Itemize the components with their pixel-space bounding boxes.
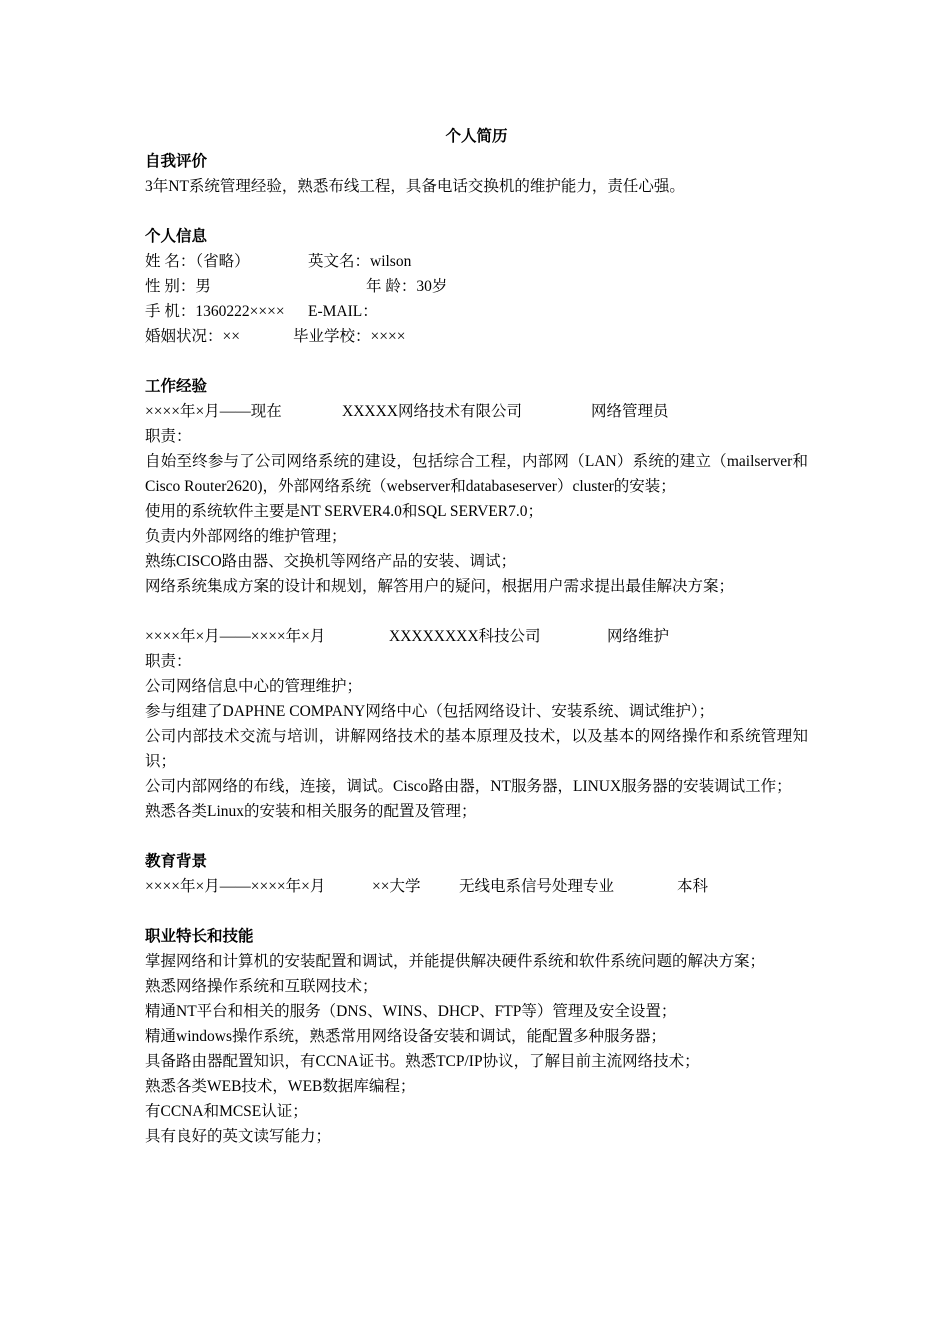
- job2-company: XXXXXXXX科技公司: [389, 628, 541, 645]
- skill-item: 掌握网络和计算机的安装配置和调试，并能提供解决硬件系统和软件系统问题的解决方案；: [145, 953, 766, 970]
- skill-item: 具备路由器配置知识，有CCNA证书。熟悉TCP/IP协议，了解目前主流网络技术；: [145, 1053, 700, 1070]
- job2-duty: 公司内部网络的布线，连接，调试。Cisco路由器，NT服务器，LINUX服务器的安装调试工作；: [145, 778, 792, 795]
- work-heading: 工作经验: [145, 378, 208, 395]
- education-school: ××大学: [372, 878, 421, 895]
- skill-item: 熟悉各类WEB技术，WEB数据库编程；: [145, 1078, 416, 1095]
- spacer: [145, 824, 808, 849]
- job2-header: [145, 624, 808, 649]
- personal-row-name: [145, 249, 808, 274]
- skill-item: 有CCNA和MCSE认证；: [145, 1103, 308, 1120]
- spacer: [145, 599, 808, 624]
- school-field: 毕业学校：××××: [293, 328, 406, 345]
- job2-duty: 参与组建了DAPHNE COMPANY网络中心（包括网络设计、安装系统、调试维护）；: [145, 703, 715, 720]
- job1-period: ××××年×月——现在: [145, 403, 282, 420]
- job1-duty: 负责内外部网络的维护管理；: [145, 528, 347, 545]
- job2-role: 网络维护: [607, 628, 670, 645]
- page-title: 个人简历: [445, 128, 508, 145]
- email-field: E-MAIL：: [308, 303, 378, 320]
- self-eval-heading: 自我评价: [145, 153, 208, 170]
- education-degree: 本科: [677, 878, 709, 895]
- age-field: 年 龄：30岁: [366, 278, 448, 295]
- spacer: [145, 349, 808, 374]
- skill-item: 熟悉网络操作系统和互联网技术；: [145, 978, 378, 995]
- job2-period: ××××年×月——××××年×月: [145, 628, 326, 645]
- education-major: 无线电系信号处理专业: [459, 878, 615, 895]
- personal-row-gender: [145, 274, 808, 299]
- job1-duty: 网络系统集成方案的设计和规划，解答用户的疑问，根据用户需求提出最佳解决方案；: [145, 578, 735, 595]
- job1-duty: 熟练CISCO路由器、交换机等网络产品的安装、调试；: [145, 553, 517, 570]
- job1-company: XXXXX网络技术有限公司: [342, 403, 522, 420]
- personal-row-phone: [145, 299, 808, 324]
- skills-heading: 职业特长和技能: [145, 928, 254, 945]
- job2-duty: 熟悉各类Linux的安装和相关服务的配置及管理；: [145, 803, 477, 820]
- education-period: ××××年×月——××××年×月: [145, 878, 326, 895]
- job1-duty: 自始至终参与了公司网络系统的建设，包括综合工程，内部网（LAN）系统的建立（mailserver和Cisco Router2620)，外部网络系统（webserver和databaseserver）cluster的安装；: [145, 453, 808, 495]
- spacer: [145, 899, 808, 924]
- self-eval-text: 3年NT系统管理经验，熟悉布线工程，具备电话交换机的维护能力，责任心强。: [145, 178, 685, 195]
- job2-duty: 公司网络信息中心的管理维护；: [145, 678, 363, 695]
- personal-row-marital: [145, 324, 808, 349]
- spacer: [145, 199, 808, 224]
- phone-field: 手 机：1360222××××: [145, 303, 285, 320]
- skill-item: 精通NT平台和相关的服务（DNS、WINS、DHCP、FTP等）管理及安全设置；: [145, 1003, 677, 1020]
- job1-duty-label: 职责：: [145, 428, 192, 445]
- personal-heading: 个人信息: [145, 228, 208, 245]
- job1-duty: 使用的系统软件主要是NT SERVER4.0和SQL SERVER7.0；: [145, 503, 543, 520]
- marital-field: 婚姻状况：××: [145, 328, 240, 345]
- skill-item: 精通windows操作系统，熟悉常用网络设备安装和调试，能配置多种服务器；: [145, 1028, 666, 1045]
- gender-field: 性 别：男: [145, 278, 211, 295]
- education-heading: 教育背景: [145, 853, 208, 870]
- job2-duty-label: 职责：: [145, 653, 192, 670]
- job1-header: [145, 399, 808, 424]
- skill-item: 具有良好的英文读写能力；: [145, 1128, 332, 1145]
- resume-page: [145, 124, 808, 1149]
- name-field: 姓 名：（省略）: [145, 253, 250, 270]
- job1-role: 网络管理员: [591, 403, 669, 420]
- job2-duty: 公司内部技术交流与培训，讲解网络技术的基本原理及技术，以及基本的网络操作和系统管理知识；: [145, 728, 808, 770]
- english-name-field: 英文名：wilson: [308, 253, 412, 270]
- education-row: [145, 874, 808, 899]
